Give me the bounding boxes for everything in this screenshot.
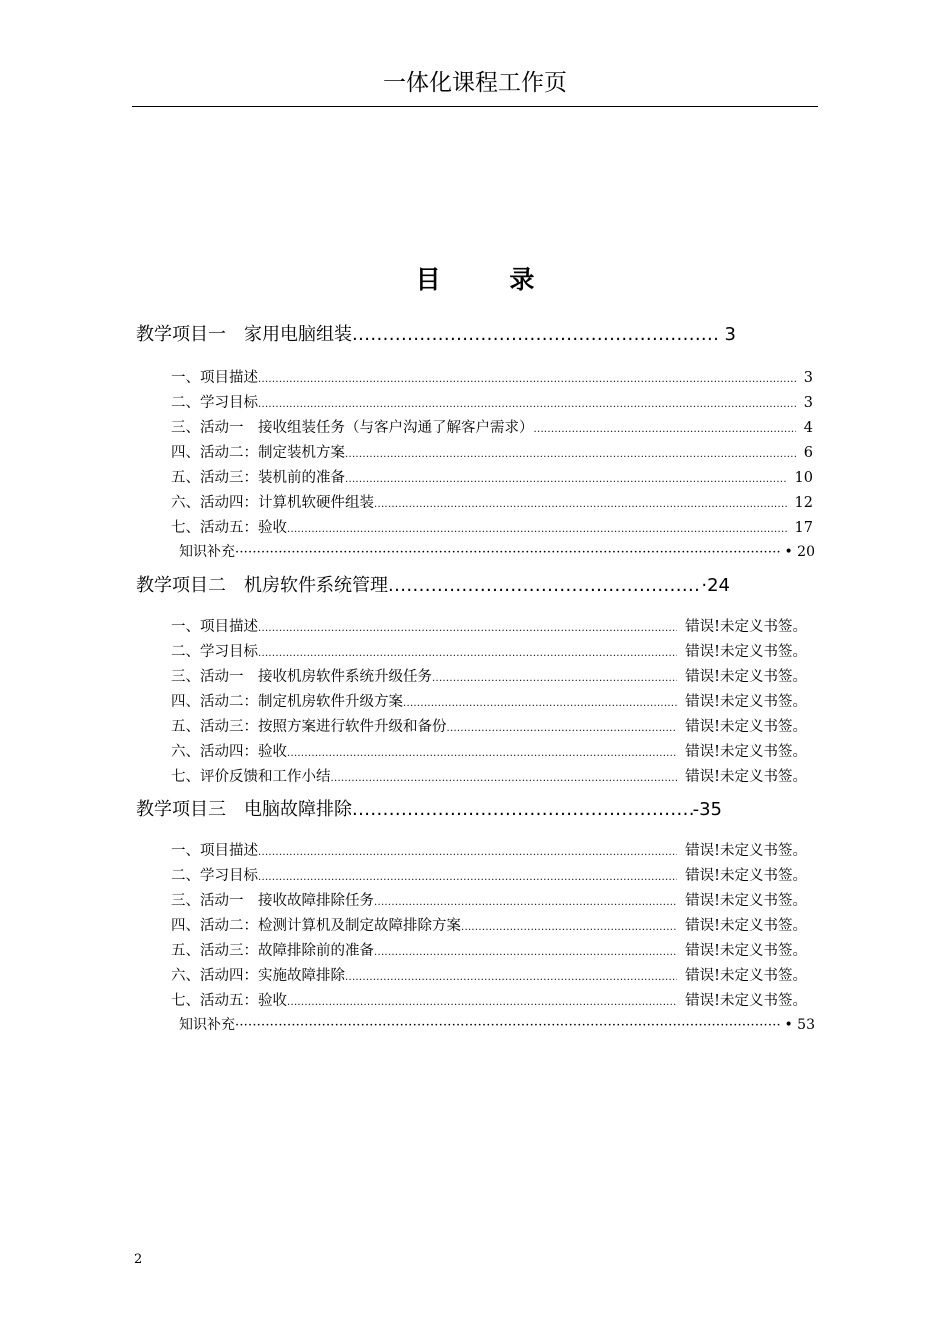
toc-item[interactable] bbox=[171, 939, 807, 960]
toc-entry-label: 教学项目三 电脑故障排除 bbox=[136, 799, 352, 820]
toc-entry-page: 错误!未定义书签。 bbox=[685, 968, 807, 984]
dot-leader bbox=[258, 623, 677, 634]
toc-item[interactable] bbox=[171, 914, 807, 935]
toc-entry-page: 错误!未定义书签。 bbox=[685, 744, 807, 760]
toc-entry-page: 错误!未定义书签。 bbox=[685, 769, 807, 785]
toc-item[interactable] bbox=[171, 864, 807, 885]
page-number: 2 bbox=[134, 1252, 143, 1267]
dot-leader bbox=[287, 748, 677, 759]
toc-item[interactable] bbox=[171, 964, 807, 985]
toc-entry-label: 教学项目二 机房软件系统管理 bbox=[136, 575, 388, 596]
toc-entry-page: 4 bbox=[803, 420, 813, 436]
toc-item[interactable] bbox=[171, 416, 813, 437]
toc-entry-page: 错误!未定义书签。 bbox=[685, 868, 807, 884]
toc-item[interactable] bbox=[171, 391, 813, 412]
toc-supplement-entry[interactable] bbox=[179, 541, 815, 561]
toc-entry-page: • 20 bbox=[784, 544, 815, 560]
toc-entry-page: 错误!未定义书签。 bbox=[685, 669, 807, 685]
dot-leader bbox=[235, 1018, 780, 1033]
toc-item[interactable] bbox=[171, 765, 807, 786]
toc-entry-label: 一、项目描述 bbox=[171, 843, 258, 859]
toc-supplement-entry[interactable] bbox=[179, 1014, 815, 1034]
dot-leader bbox=[287, 524, 787, 535]
dot-leader bbox=[235, 545, 780, 560]
toc-entry-label: 六、活动四：验收 bbox=[171, 744, 287, 760]
dot-leader bbox=[403, 698, 677, 709]
dot-leader bbox=[352, 799, 693, 820]
toc-entry-label: 二、学习目标 bbox=[171, 395, 258, 411]
dot-leader bbox=[352, 324, 717, 345]
toc-item[interactable] bbox=[171, 889, 807, 910]
header-divider bbox=[132, 106, 818, 107]
toc-entry-label: 一、项目描述 bbox=[171, 370, 258, 386]
page-header-title: 一体化课程工作页 bbox=[383, 70, 567, 96]
dot-leader bbox=[345, 474, 787, 485]
dot-leader bbox=[258, 872, 677, 883]
toc-entry-page: 17 bbox=[794, 520, 813, 536]
toc-item[interactable] bbox=[171, 466, 813, 487]
dot-leader bbox=[374, 499, 787, 510]
toc-entry-label: 六、活动四：实施故障排除 bbox=[171, 968, 345, 984]
toc-entry-page: 错误!未定义书签。 bbox=[685, 918, 807, 934]
dot-leader bbox=[374, 897, 677, 908]
dot-leader bbox=[258, 399, 796, 410]
toc-item[interactable] bbox=[171, 665, 807, 686]
toc-entry-label: 五、活动三：故障排除前的准备 bbox=[171, 943, 374, 959]
toc-entry-page: 错误!未定义书签。 bbox=[685, 893, 807, 909]
toc-entry-label: 二、学习目标 bbox=[171, 868, 258, 884]
toc-entry-page: 错误!未定义书签。 bbox=[685, 719, 807, 735]
dot-leader bbox=[258, 648, 677, 659]
toc-entry-label: 五、活动三：装机前的准备 bbox=[171, 470, 345, 486]
toc-entry-label: 四、活动二：检测计算机及制定故障排除方案 bbox=[171, 918, 461, 934]
toc-entry-page: 错误!未定义书签。 bbox=[685, 694, 807, 710]
toc-entry-page: 错误!未定义书签。 bbox=[685, 843, 807, 859]
toc-entry-label: 二、学习目标 bbox=[171, 644, 258, 660]
toc-item[interactable] bbox=[171, 491, 813, 512]
toc-entry-page: 错误!未定义书签。 bbox=[685, 619, 807, 635]
toc-entry-label: 三、活动一 接收机房软件系统升级任务 bbox=[171, 669, 432, 685]
dot-leader bbox=[461, 922, 677, 933]
dot-leader bbox=[432, 673, 677, 684]
dot-leader bbox=[258, 847, 677, 858]
toc-item[interactable] bbox=[171, 839, 807, 860]
dot-leader bbox=[374, 947, 677, 958]
toc-entry-page: 错误!未定义书签。 bbox=[685, 943, 807, 959]
toc-entry-label: 六、活动四：计算机软硬件组装 bbox=[171, 495, 374, 511]
toc-project-entry[interactable] bbox=[136, 795, 722, 821]
toc-entry-label: 教学项目一 家用电脑组装 bbox=[136, 324, 352, 345]
toc-entry-page: 10 bbox=[794, 470, 813, 486]
toc-entry-page: 6 bbox=[803, 445, 813, 461]
dot-leader bbox=[447, 723, 678, 734]
toc-item[interactable] bbox=[171, 615, 807, 636]
toc-entry-label: 知识补充 bbox=[179, 544, 235, 560]
toc-entry-label: 七、活动五：验收 bbox=[171, 520, 287, 536]
dot-leader bbox=[287, 997, 677, 1008]
toc-item[interactable] bbox=[171, 740, 807, 761]
toc-entry-page: 12 bbox=[794, 495, 813, 511]
toc-project-entry[interactable] bbox=[136, 571, 730, 597]
toc-entry-label: 四、活动二：制定机房软件升级方案 bbox=[171, 694, 403, 710]
toc-item[interactable] bbox=[171, 989, 807, 1010]
toc-entry-page: 3 bbox=[803, 395, 813, 411]
dot-leader bbox=[331, 773, 678, 784]
toc-item[interactable] bbox=[171, 366, 813, 387]
toc-entry-label: 五、活动三：按照方案进行软件升级和备份 bbox=[171, 719, 447, 735]
dot-leader bbox=[534, 424, 796, 435]
toc-entry-page: -35 bbox=[692, 799, 722, 820]
toc-project-entry[interactable] bbox=[136, 320, 736, 346]
toc-entry-label: 七、活动五：验收 bbox=[171, 993, 287, 1009]
toc-entry-page: 3 bbox=[803, 370, 813, 386]
toc-item[interactable] bbox=[171, 715, 807, 736]
toc-item[interactable] bbox=[171, 516, 813, 537]
toc-entry-page: • 53 bbox=[784, 1017, 815, 1033]
dot-leader bbox=[388, 575, 701, 596]
toc-entry-label: 七、评价反馈和工作小结 bbox=[171, 769, 331, 785]
toc-entry-label: 四、活动二：制定装机方案 bbox=[171, 445, 345, 461]
toc-entry-page: 错误!未定义书签。 bbox=[685, 993, 807, 1009]
dot-leader bbox=[258, 374, 796, 385]
toc-item[interactable] bbox=[171, 441, 813, 462]
toc-entry-label: 三、活动一 接收故障排除任务 bbox=[171, 893, 374, 909]
toc-title: 目 录 bbox=[415, 265, 565, 294]
dot-leader bbox=[345, 972, 677, 983]
dot-leader bbox=[345, 449, 796, 460]
toc-entry-page: 3 bbox=[724, 324, 736, 345]
toc-entry-page: 错误!未定义书签。 bbox=[685, 644, 807, 660]
toc-item[interactable] bbox=[171, 690, 807, 711]
toc-entry-label: 知识补充 bbox=[179, 1017, 235, 1033]
toc-entry-page: ·24 bbox=[701, 575, 730, 596]
toc-entry-label: 三、活动一 接收组装任务（与客户沟通了解客户需求） bbox=[171, 420, 534, 436]
toc-item[interactable] bbox=[171, 640, 807, 661]
toc-entry-label: 一、项目描述 bbox=[171, 619, 258, 635]
